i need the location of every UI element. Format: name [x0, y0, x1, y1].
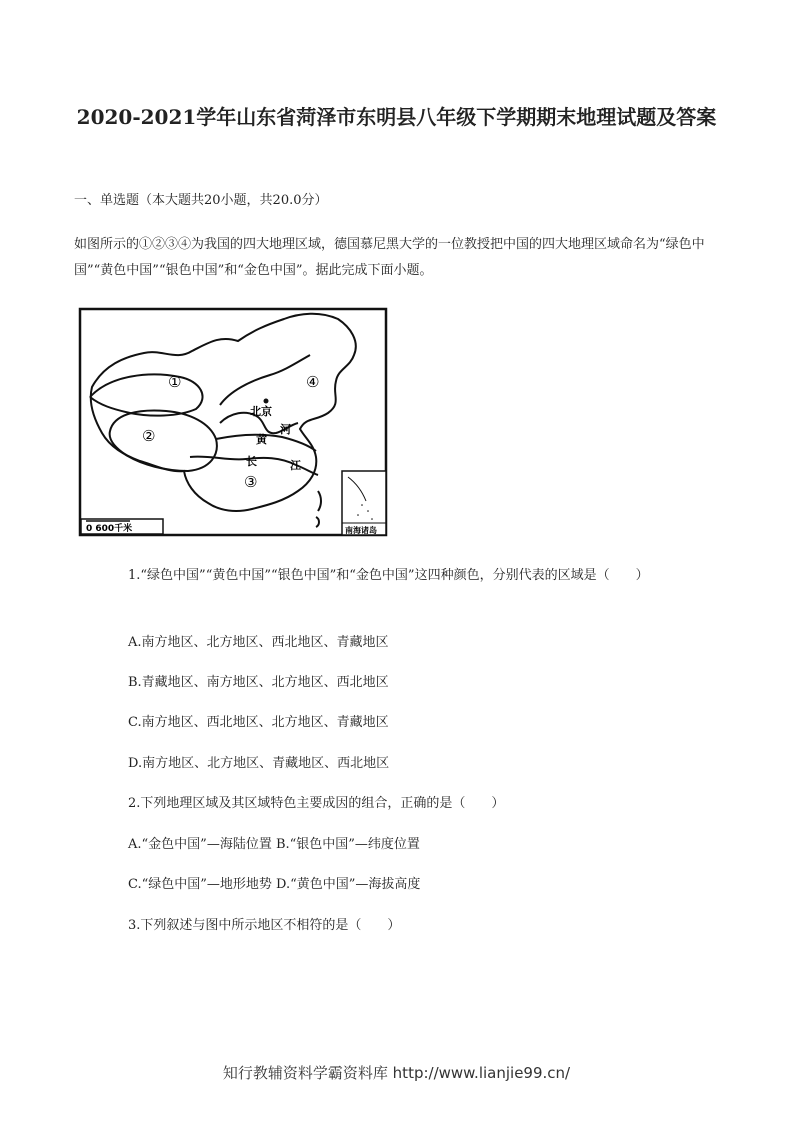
label-region-3: ③ — [244, 473, 258, 491]
label-region-2: ② — [142, 427, 156, 445]
question-1-stem: 1.“绿色中国”“黄色中国”“银色中国”和“金色中国”这四种颜色，分别代表的区域是（ ） — [128, 568, 649, 583]
footer-watermark: 知行教辅资料学霸资料库 http://www.lianjie99.cn/ — [222, 1064, 571, 1082]
question-1-option-a: A.南方地区、北方地区、西北地区、青藏地区 — [128, 635, 389, 650]
scale-label: 0 600千米 — [86, 524, 133, 534]
intro-paragraph: 如图所示的①②③④为我国的四大地理区域，德国慕尼黑大学的一位教授把中国的四大地理区域命名为“绿色中国”“黄色中国”“银色中国”和“金色中国”。据此完成下面小题。 — [74, 237, 705, 278]
label-river-chang: 长 — [246, 455, 257, 468]
region-1-boundary — [90, 374, 203, 415]
hainan-island — [316, 517, 319, 527]
question-2-stem: 2.下列地理区域及其区域特色主要成因的组合，正确的是（ ） — [128, 796, 505, 811]
label-region-4: ④ — [306, 373, 320, 391]
document-title: 2020-2021学年山东省菏泽市东明县八年级下学期期末地理试题及答案 — [76, 105, 717, 129]
taiwan-island — [318, 491, 321, 511]
question-1-option-c: C.南方地区、西北地区、北方地区、青藏地区 — [128, 715, 389, 730]
question-1-option-d: D.南方地区、北方地区、青藏地区、西北地区 — [128, 756, 390, 771]
map-frame — [80, 309, 386, 535]
label-river-jiang: 江 — [290, 459, 301, 472]
question-2-options-ab: A.“金色中国”—海陆位置 B.“银色中国”—纬度位置 — [128, 837, 420, 852]
region-2-boundary — [110, 411, 217, 471]
inset-label: 南海诸岛 — [345, 526, 377, 535]
question-2-options-cd: C.“绿色中国”—地形地势 D.“黄色中国”—海拔高度 — [128, 877, 421, 892]
label-river-huang: 黄 — [256, 433, 267, 446]
beijing-dot — [264, 399, 269, 404]
label-beijing: 北京 — [250, 405, 272, 418]
section-heading: 一、单选题（本大题共20小题，共20.0分） — [74, 193, 328, 208]
question-3-stem: 3.下列叙述与图中所示地区不相符的是（ ） — [128, 918, 401, 933]
label-river-he: 河 — [280, 423, 291, 436]
label-region-1: ① — [168, 373, 182, 391]
region-4-boundary — [220, 355, 310, 405]
china-regions-map — [70, 305, 394, 541]
question-1-option-b: B.青藏地区、南方地区、北方地区、西北地区 — [128, 675, 389, 690]
